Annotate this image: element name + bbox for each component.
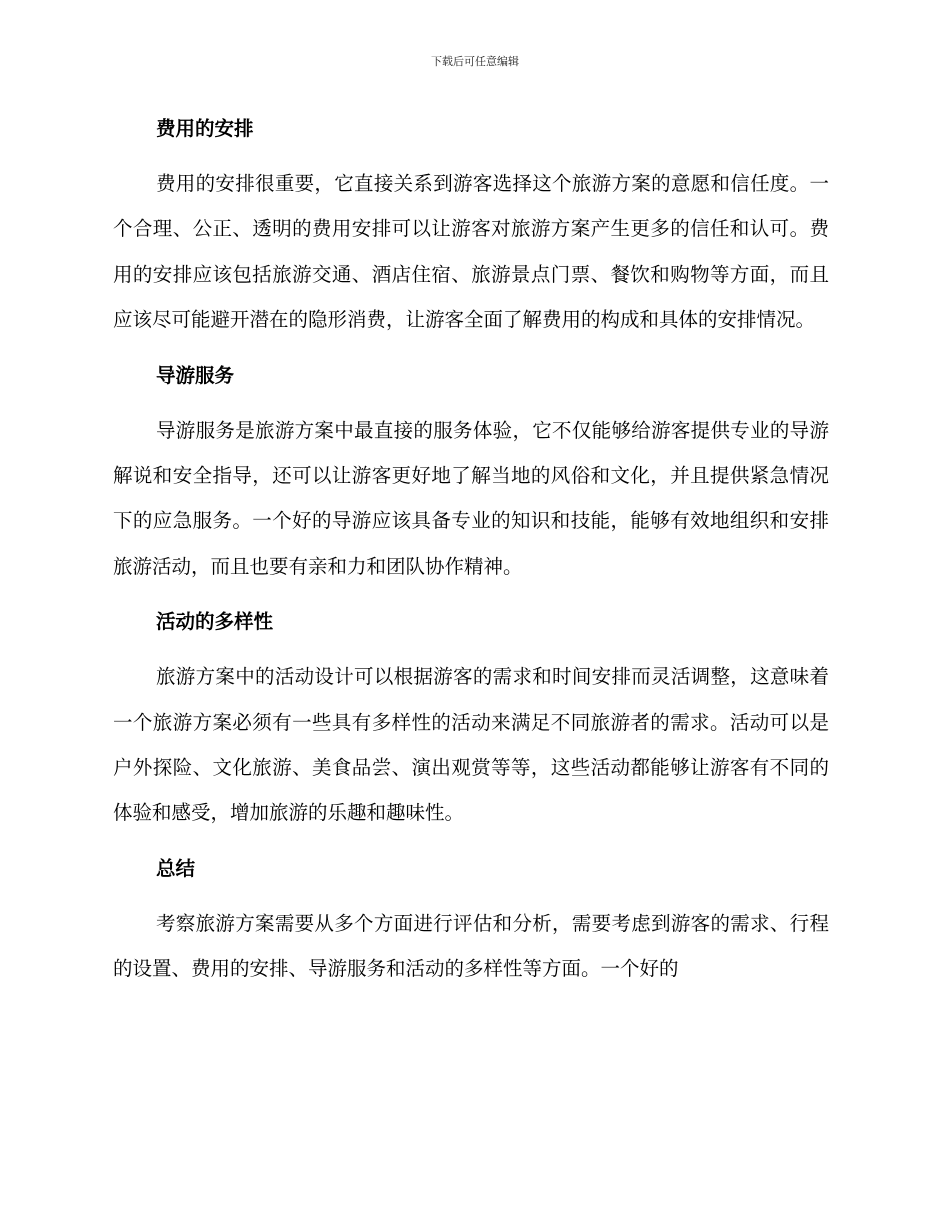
page-header: 下载后可任意编辑 <box>431 55 519 68</box>
document-body <box>113 112 829 1008</box>
section-paragraph: 旅游方案中的活动设计可以根据游客的需求和时间安排而灵活调整，这意味着一个旅游方案必须有一些具有多样性的活动来满足不同旅游者的需求。活动可以是户外探险、文化旅游、美食品尝、演出观赏等等，这些活动都能够让游客有不同的体验和感受，增加旅游的乐趣和趣味性。 <box>113 665 829 825</box>
section-paragraph: 考察旅游方案需要从多个方面进行评估和分析，需要考虑到游客的需求、行程的设置、费用的安排、导游服务和活动的多样性等方面。一个好的 <box>113 911 829 981</box>
section-paragraph: 导游服务是旅游方案中最直接的服务体验，它不仅能够给游客提供专业的导游解说和安全指导，还可以让游客更好地了解当地的风俗和文化，并且提供紧急情况下的应急服务。一个好的导游应该具备专业的知识和技能，能够有效地组织和安排旅游活动，而且也要有亲和力和团队协作精神。 <box>113 418 829 578</box>
section-activity-diversity <box>113 605 829 836</box>
section-heading: 费用的安排 <box>156 117 254 140</box>
section-guide-service <box>113 359 829 590</box>
section-summary <box>113 852 829 992</box>
section-heading: 导游服务 <box>156 363 235 387</box>
section-fees <box>113 112 829 343</box>
section-heading: 总结 <box>156 856 196 880</box>
section-paragraph: 费用的安排很重要，它直接关系到游客选择这个旅游方案的意愿和信任度。一个合理、公正、透明的费用安排可以让游客对旅游方案产生更多的信任和认可。费用的安排应该包括旅游交通、酒店住宿、旅游景点门票、餐饮和购物等方面，而且应该尽可能避开潜在的隐形消费，让游客全面了解费用的构成和具体的安排情况。 <box>113 172 829 332</box>
section-heading: 活动的多样性 <box>156 610 274 634</box>
